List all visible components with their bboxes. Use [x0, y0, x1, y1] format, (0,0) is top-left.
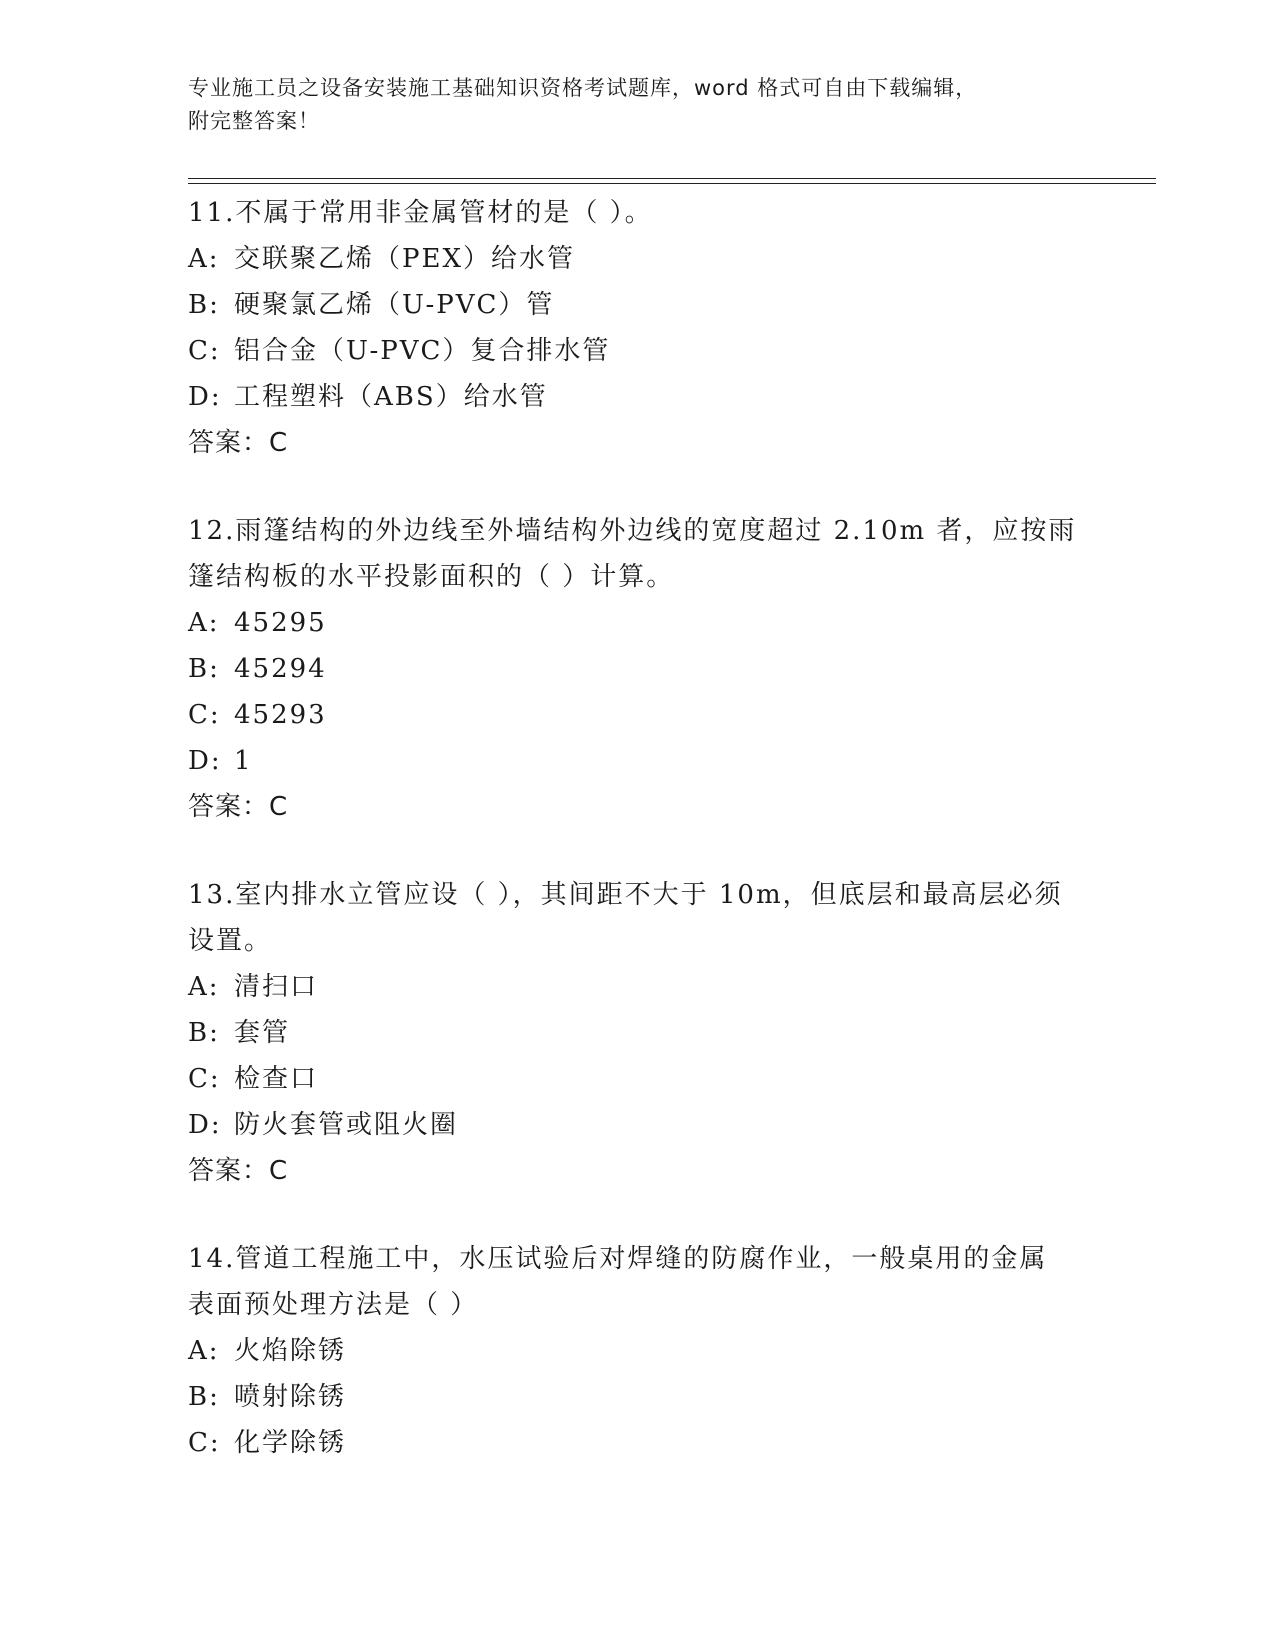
option-key: D: — [188, 746, 222, 776]
option-key: D: — [188, 1110, 222, 1140]
option-c — [188, 1056, 1088, 1102]
option-text: 检查口 — [234, 1064, 319, 1094]
option-key: B: — [188, 1382, 220, 1412]
header-line-1: 专业施工员之设备安装施工基础知识资格考试题库，word 格式可自由下载编辑， — [188, 76, 978, 100]
option-a — [188, 1328, 1088, 1374]
option-key: A: — [188, 244, 220, 274]
question-12 — [188, 508, 1088, 830]
option-d — [188, 1102, 1088, 1148]
question-stem: 12.雨篷结构的外边线至外墙结构外边线的宽度超过 2.10m 者，应按雨 — [188, 516, 1077, 546]
header-line-2: 附完整答案！ — [188, 109, 320, 133]
option-c — [188, 692, 1088, 738]
option-c — [188, 328, 1088, 374]
option-key: A: — [188, 608, 220, 638]
option-key: D: — [188, 382, 222, 412]
option-d — [188, 374, 1088, 420]
question-stem: 14.管道工程施工中，水压试验后对焊缝的防腐作业，一般桌用的金属 — [188, 1244, 1048, 1274]
option-b — [188, 646, 1088, 692]
answer-line: 答案：C — [188, 792, 289, 822]
question-stem: 11.不属于常用非金属管材的是（ ）。 — [188, 198, 653, 228]
option-key: B: — [188, 654, 220, 684]
option-key: C: — [188, 700, 221, 730]
answer-line: 答案：C — [188, 428, 289, 458]
option-d — [188, 738, 1088, 784]
answer-line: 答案：C — [188, 1156, 289, 1186]
option-text: 交联聚乙烯（PEX）给水管 — [234, 244, 575, 274]
header-divider-bottom — [188, 183, 1156, 184]
option-text: 火焰除锈 — [234, 1336, 347, 1366]
option-text: 45295 — [234, 608, 327, 638]
option-text: 铝合金（U-PVC）复合排水管 — [234, 336, 611, 366]
option-key: C: — [188, 1428, 221, 1458]
question-13 — [188, 872, 1088, 1194]
question-stem-continued: 表面预处理方法是（ ） — [188, 1290, 479, 1320]
question-11 — [188, 190, 1088, 466]
question-14 — [188, 1236, 1088, 1466]
option-key: B: — [188, 290, 220, 320]
option-b — [188, 282, 1088, 328]
option-a — [188, 600, 1088, 646]
question-list — [188, 190, 1088, 1466]
option-a — [188, 236, 1088, 282]
option-b — [188, 1374, 1088, 1420]
option-key: C: — [188, 1064, 221, 1094]
option-text: 防火套管或阻火圈 — [234, 1110, 459, 1140]
option-key: B: — [188, 1018, 220, 1048]
option-text: 工程塑料（ABS）给水管 — [234, 382, 548, 412]
option-key: A: — [188, 972, 220, 1002]
option-text: 清扫口 — [234, 972, 319, 1002]
question-stem: 13.室内排水立管应设（ ），其间距不大于 10m，但底层和最高层必须 — [188, 880, 1063, 910]
question-stem-continued: 篷结构板的水平投影面积的（ ）计算。 — [188, 562, 675, 592]
option-key: C: — [188, 336, 221, 366]
question-stem-continued: 设置。 — [188, 926, 273, 956]
option-text: 喷射除锈 — [234, 1382, 347, 1412]
option-text: 45293 — [234, 700, 327, 730]
option-c — [188, 1420, 1088, 1466]
option-b — [188, 1010, 1088, 1056]
option-text: 1 — [234, 746, 253, 776]
header-divider-top — [188, 178, 1156, 179]
option-text: 套管 — [234, 1018, 291, 1048]
option-key: A: — [188, 1336, 220, 1366]
option-text: 硬聚氯乙烯（U-PVC）管 — [234, 290, 555, 320]
option-text: 45294 — [234, 654, 327, 684]
document-header — [188, 72, 1068, 138]
option-text: 化学除锈 — [234, 1428, 347, 1458]
option-a — [188, 964, 1088, 1010]
